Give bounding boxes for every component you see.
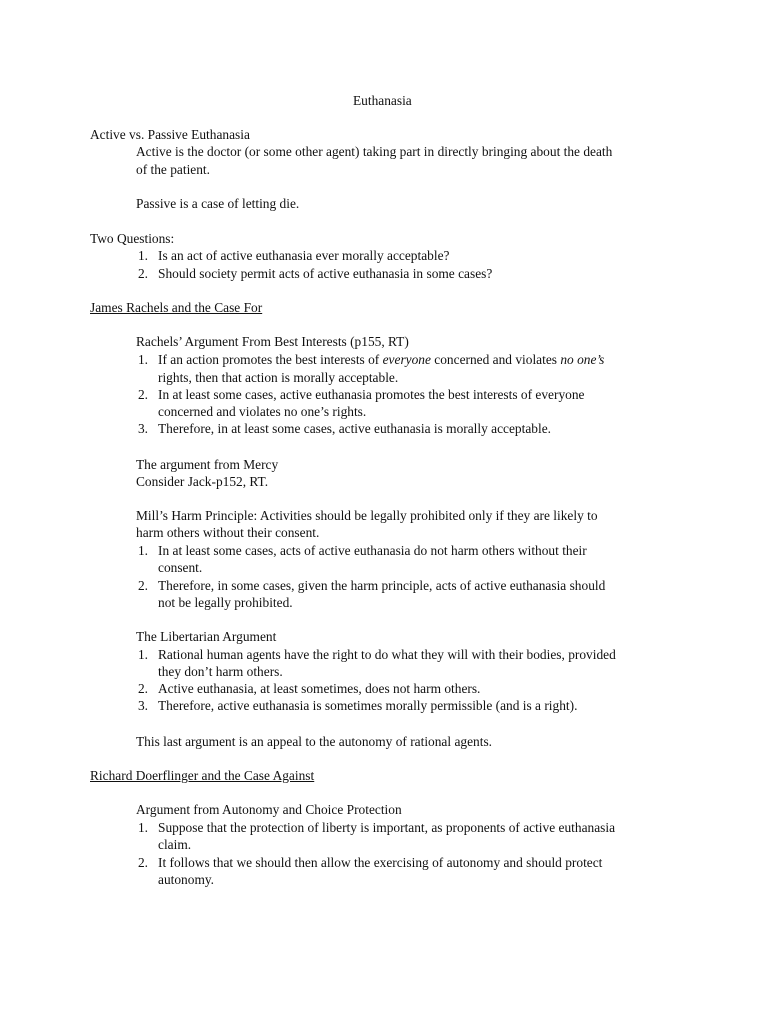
list-number: 1. (137, 543, 148, 558)
text-run: If an action promotes the best interests of (158, 352, 383, 367)
list-number: 3. (137, 698, 148, 713)
list-item: Suppose that the protection of liberty is important, as proponents of active euthanasia (158, 820, 616, 835)
list-item-continuation: they don’t harm others. (158, 664, 283, 679)
section-heading-active-passive: Active vs. Passive Euthanasia (90, 127, 250, 142)
document-title: Euthanasia (353, 93, 412, 108)
list-item: Is an act of active euthanasia ever morally acceptable? (158, 248, 450, 263)
autonomy-appeal-note: This last argument is an appeal to the autonomy of rational agents. (136, 734, 493, 749)
list-item-continuation: concerned and violates no one’s rights. (158, 404, 367, 419)
section-heading-case-against: Richard Doerflinger and the Case Against (90, 768, 315, 783)
list-number: 1. (137, 248, 148, 263)
harm-principle-line-1: Mill’s Harm Principle: Activities should be legally prohibited only if they are likely to (136, 508, 598, 523)
passive-definition: Passive is a case of letting die. (136, 196, 300, 211)
subheading-libertarian: The Libertarian Argument (136, 629, 277, 644)
list-number: 2. (137, 578, 148, 593)
list-item: Active euthanasia, at least sometimes, does not harm others. (158, 681, 481, 696)
list-item: It follows that we should then allow the exercising of autonomy and should protect (158, 855, 603, 870)
list-item: Should society permit acts of active euthanasia in some cases? (158, 266, 493, 281)
subheading-mercy: The argument from Mercy (136, 457, 279, 472)
section-heading-two-questions: Two Questions: (90, 231, 175, 246)
list-number: 2. (137, 681, 148, 696)
list-number: 3. (137, 421, 148, 436)
list-number: 1. (137, 647, 148, 662)
list-item-continuation: autonomy. (158, 872, 215, 887)
emphasis-everyone: everyone (382, 352, 431, 367)
list-item-continuation: not be legally prohibited. (158, 595, 293, 610)
emphasis-no-ones: no one’s (560, 352, 605, 367)
list-item: Rational human agents have the right to do what they will with their bodies, provided (158, 647, 616, 662)
list-item-continuation: claim. (158, 837, 192, 852)
harm-principle-line-2: harm others without their consent. (136, 525, 320, 540)
list-item-continuation: consent. (158, 560, 203, 575)
list-item: Therefore, in at least some cases, active euthanasia is morally acceptable. (158, 421, 551, 436)
subheading-autonomy: Argument from Autonomy and Choice Protection (136, 802, 402, 817)
active-definition-line-2: of the patient. (136, 162, 210, 177)
list-number: 1. (137, 352, 148, 367)
list-item: Therefore, in some cases, given the harm principle, acts of active euthanasia should (158, 578, 606, 593)
list-item-continuation: rights, then that action is morally acceptable. (158, 370, 399, 385)
list-item: Therefore, active euthanasia is sometimes morally permissible (and is a right). (158, 698, 578, 713)
section-heading-case-for: James Rachels and the Case For (90, 300, 263, 315)
list-number: 2. (137, 855, 148, 870)
text-run: concerned and violates (430, 352, 561, 367)
list-item (158, 351, 604, 368)
list-item: In at least some cases, active euthanasia promotes the best interests of everyone (158, 387, 585, 402)
list-number: 2. (137, 387, 148, 402)
mercy-reference: Consider Jack-p152, RT. (136, 474, 269, 489)
list-item: In at least some cases, acts of active euthanasia do not harm others without their (158, 543, 587, 558)
active-definition-line-1: Active is the doctor (or some other agent) taking part in directly bringing about the death (136, 144, 613, 159)
list-number: 2. (137, 266, 148, 281)
subheading-best-interests: Rachels’ Argument From Best Interests (p155, RT) (136, 334, 409, 349)
list-number: 1. (137, 820, 148, 835)
